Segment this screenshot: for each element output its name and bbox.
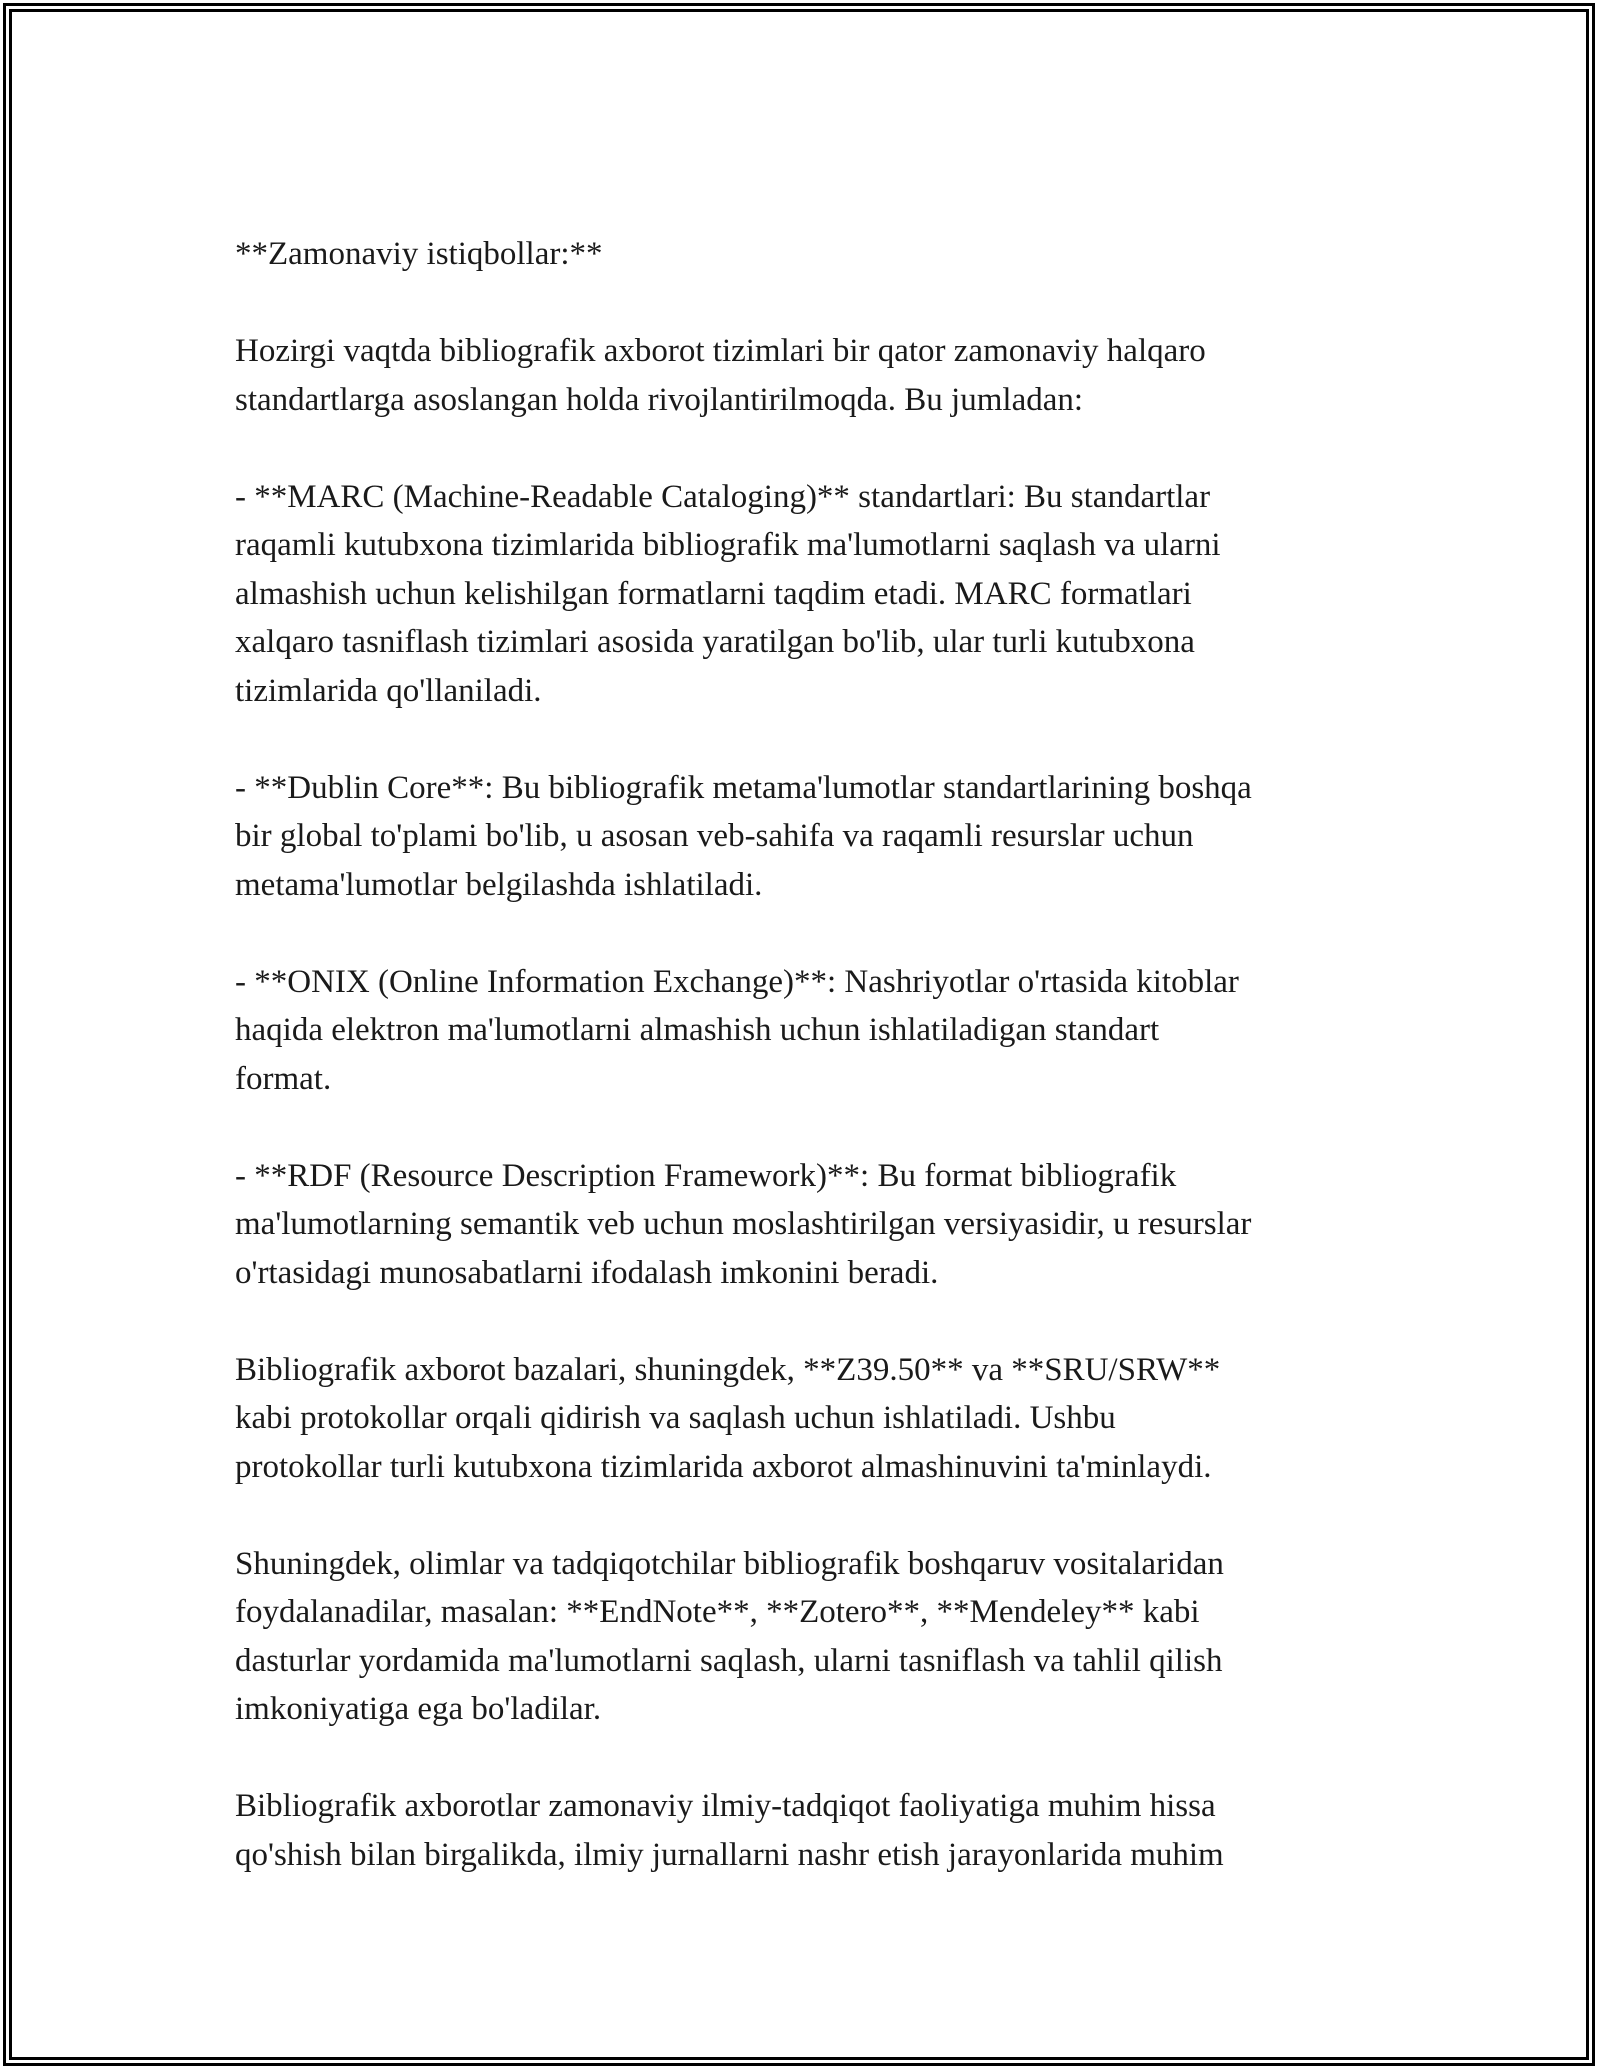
section-heading: **Zamonaviy istiqbollar:** <box>235 236 603 272</box>
list-item-onix: - **ONIX (Online Information Exchange)**: Nashriyotlar o'rtasida kitoblar haqida elektron ma'lumotlarni almashish uchun ishlatiladigan standart format. <box>235 963 1239 1097</box>
protocols-paragraph: Bibliografik axborot bazalari, shuningdek, **Z39.50** va **SRU/SRW** kabi protokollar orqali qidirish va saqlash uchun ishlatiladi. Ushbu protokollar turli kutubxona tizimlarida axborot almashinuvini ta'minlaydi. <box>235 1351 1221 1485</box>
list-item-dublin-core: - **Dublin Core**: Bu bibliografik metama'lumotlar standartlarining boshqa bir global to'plami bo'lib, u asosan veb-sahifa va raqamli resurslar uchun metama'lumotlar belgilashda ishlatiladi. <box>235 769 1252 903</box>
list-item-marc: - **MARC (Machine-Readable Cataloging)** standartlari: Bu standartlar raqamli kutubxona tizimlarida bibliografik ma'lumotlarni saqlash va ularni almashish uchun kelishilgan formatlarni taqdim etadi. MARC formatlari xalqaro tasniflash tizimlari asosida yaratilgan bo'lib, ular turli kutubxona tizimlarida qo'llaniladi. <box>235 478 1221 709</box>
intro-paragraph: Hozirgi vaqtda bibliografik axborot tizimlari bir qator zamonaviy halqaro standartlarga asoslangan holda rivojlantirilmoqda. Bu jumladan: <box>235 333 1206 418</box>
closing-paragraph: Bibliografik axborotlar zamonaviy ilmiy-tadqiqot faoliyatiga muhim hissa qo'shish bilan birgalikda, ilmiy jurnallarni nashr etish jarayonlarida muhim <box>235 1788 1224 1873</box>
tools-paragraph: Shuningdek, olimlar va tadqiqotchilar bibliografik boshqaruv vositalaridan foydalanadilar, masalan: **EndNote**, **Zotero**, **Mendeley** kabi dasturlar yordamida ma'lumotlarni saqlash, ularni tasniflash va tahlil qilish imkoniyatiga ega bo'ladilar. <box>235 1545 1224 1727</box>
document-body <box>235 230 1385 1879</box>
list-item-rdf: - **RDF (Resource Description Framework)**: Bu format bibliografik ma'lumotlarning semantik veb uchun moslashtirilgan versiyasidir, u resurslar o'rtasidagi munosabatlarni ifodalash imkonini beradi. <box>235 1157 1252 1291</box>
